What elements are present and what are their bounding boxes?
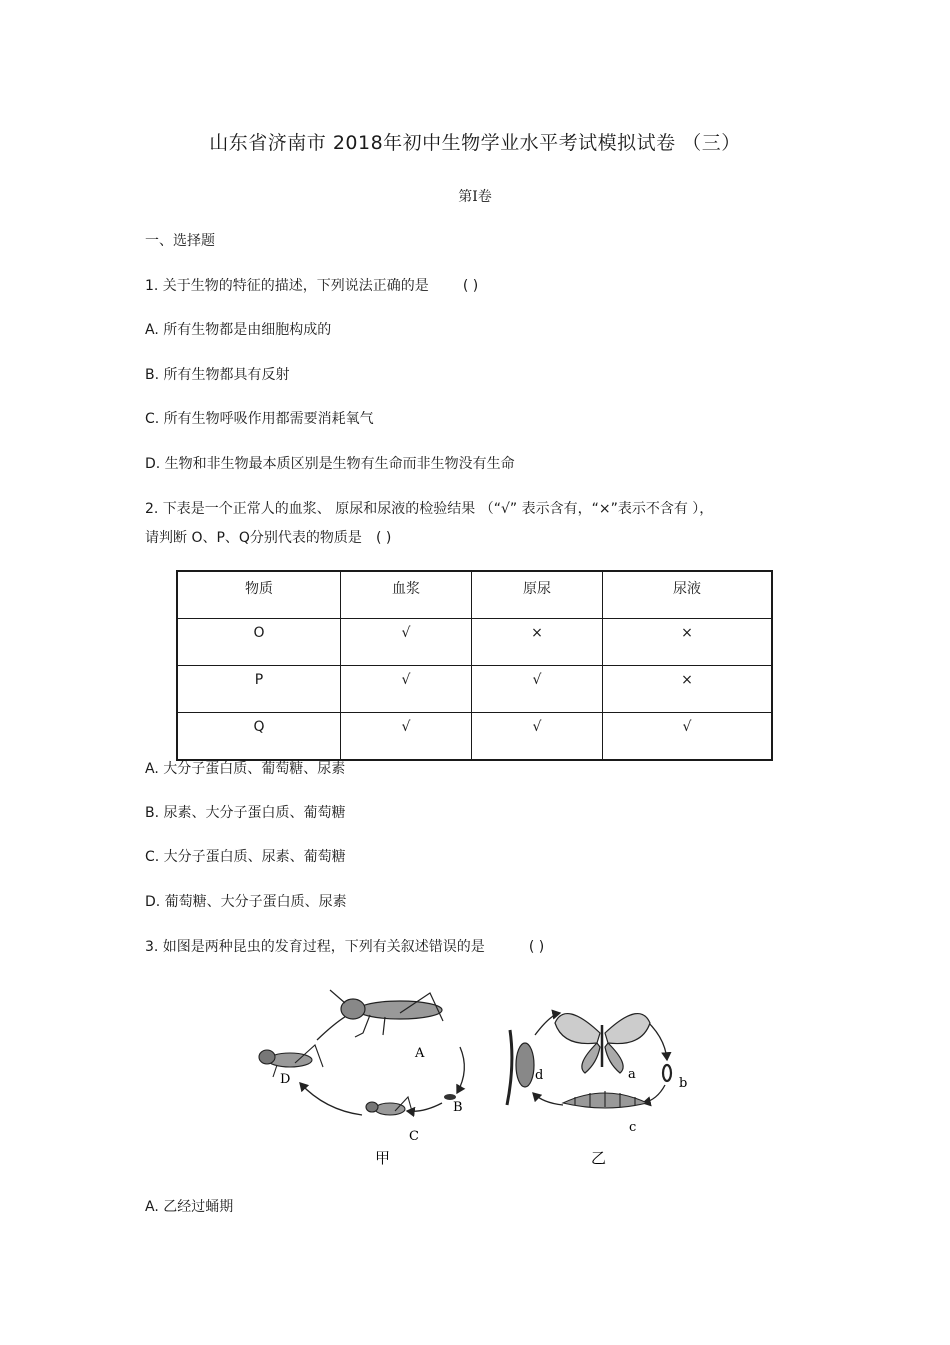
question-1-paren: ( )	[462, 278, 479, 294]
question-1-text: 1. 关于生物的特征的描述，下列说法正确的是	[145, 278, 429, 294]
table-row	[177, 713, 772, 761]
table-cell: O	[177, 619, 341, 666]
page-title: 山东省济南市 2018年初中生物学业水平考试模拟试卷 （三）	[209, 132, 741, 154]
table-header-cell: 血浆	[341, 571, 472, 619]
table-cell: ×	[603, 666, 773, 713]
pupa-icon	[507, 1030, 534, 1105]
label-d-lower: d	[535, 1068, 544, 1083]
question-1-option-b: B. 所有生物都具有反射	[145, 367, 290, 383]
butterfly-icon	[555, 1014, 650, 1073]
grasshopper-nymph-small-icon	[366, 1097, 413, 1115]
question-2-option-d: D. 葡萄糖、大分子蛋白质、尿素	[145, 894, 347, 910]
grasshopper-adult-icon	[330, 990, 443, 1037]
question-2-option-b: B. 尿素、大分子蛋白质、葡萄糖	[145, 805, 346, 821]
grasshopper-nymph-large-icon	[259, 1045, 323, 1077]
table-cell: √	[472, 713, 603, 761]
question-1-option-a: A. 所有生物都是由细胞构成的	[145, 322, 332, 338]
table-cell: ×	[603, 619, 773, 666]
table-cell: √	[472, 666, 603, 713]
question-1-option-d: D. 生物和非生物最本质区别是生物有生命而非生物没有生命	[145, 456, 515, 472]
question-2-option-c: C. 大分子蛋白质、尿素、葡萄糖	[145, 849, 346, 865]
question-1-option-c: C. 所有生物呼吸作用都需要消耗氧气	[145, 411, 374, 427]
cycle-jia	[300, 1010, 464, 1115]
table-row	[177, 666, 772, 713]
question-2-text: 请判断 O、P、Q分别代表的物质是	[145, 530, 362, 546]
label-c-lower: c	[629, 1120, 637, 1135]
table-header-row	[177, 571, 772, 619]
question-2-stem-line1: 2. 下表是一个正常人的血浆、 原尿和尿液的检验结果 （“√” 表示含有，“×”表示不含有 ），	[145, 501, 714, 517]
caption-jia: 甲	[375, 1149, 391, 1167]
question-2-paren: ( )	[375, 530, 392, 546]
label-c-upper: C	[409, 1129, 419, 1144]
question-3-text: 3. 如图是两种昆虫的发育过程，下列有关叙述错误的是	[145, 939, 485, 955]
question-3-stem	[145, 937, 544, 957]
table-cell: ×	[472, 619, 603, 666]
table-header-cell: 尿液	[603, 571, 773, 619]
volume-label: 第Ⅰ卷	[458, 189, 492, 205]
caterpillar-icon	[563, 1091, 647, 1108]
caption-yi: 乙	[591, 1149, 607, 1167]
section-heading: 一、选择题	[145, 233, 215, 249]
table-cell: √	[341, 713, 472, 761]
table-row	[177, 619, 772, 666]
label-d-upper: D	[280, 1072, 291, 1087]
table-cell: √	[341, 619, 472, 666]
label-b-upper: B	[453, 1100, 463, 1115]
label-b-lower: b	[679, 1076, 688, 1091]
table-header-cell: 原尿	[472, 571, 603, 619]
question-2-option-a: A. 大分子蛋白质、葡萄糖、尿素	[145, 761, 346, 777]
question-3-paren: ( )	[528, 939, 545, 955]
test-results-table	[176, 570, 773, 761]
table-cell: P	[177, 666, 341, 713]
table-header-cell: 物质	[177, 571, 341, 619]
table-cell: Q	[177, 713, 341, 761]
question-3-option-a: A. 乙经过蛹期	[145, 1199, 234, 1215]
question-2-stem-line2	[145, 528, 391, 548]
label-a-upper: A	[415, 1046, 425, 1061]
table-cell: √	[603, 713, 773, 761]
insect-development-figure	[245, 985, 705, 1170]
table-cell: √	[341, 666, 472, 713]
question-1-stem	[145, 276, 478, 296]
label-a-lower: a	[628, 1067, 636, 1082]
butterfly-egg-icon	[663, 1065, 671, 1081]
